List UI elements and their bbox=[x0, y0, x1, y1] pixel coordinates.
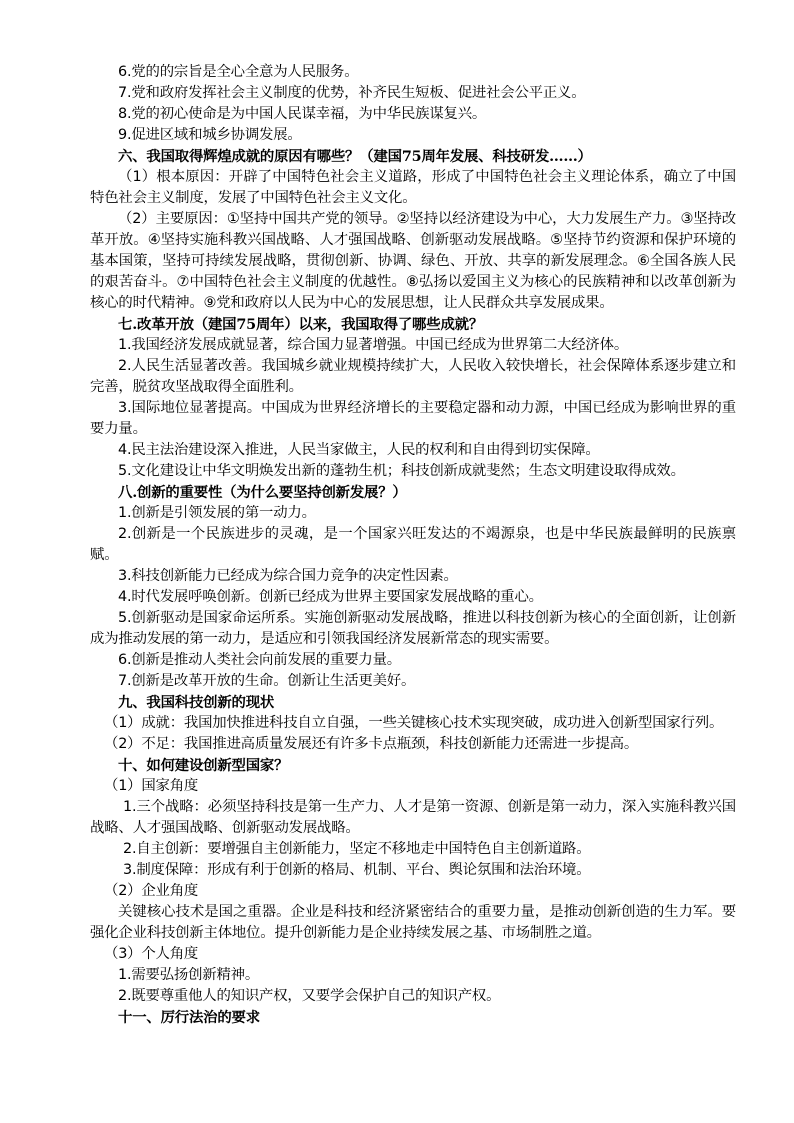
section-heading-ten: 十、如何建设创新型国家？ bbox=[118, 757, 289, 774]
list-item: 8.党的初心使命是为中国人民谋幸福，为中华民族谋复兴。 bbox=[118, 106, 487, 122]
list-item: 5.文化建设让中华文明焕发出新的蓬勃生机；科技创新成就斐然；生态文明建设取得成效。 bbox=[118, 463, 685, 479]
list-item: 1.需要弘扬创新精神。 bbox=[118, 967, 260, 983]
list-item: 1.创新是引领发展的第一动力。 bbox=[118, 505, 316, 521]
paragraph-root-cause: （1）根本原因：开辟了中国特色社会主义道路，形成了中国特色社会主义理论体系，确立了中国特色社会主义制度，发展了中国特色社会主义文化。 bbox=[90, 169, 736, 206]
subheading-enterprise: （2）企业角度 bbox=[104, 883, 199, 899]
list-item: 6.党的的宗旨是全心全意为人民服务。 bbox=[118, 64, 359, 80]
list-item: 5.创新驱动是国家命运所系。实施创新驱动发展战略，推进以科技创新为核心的全面创新，让创新成为推动发展的第一动力，是适应和引领我国经济发展新常态的现实需要。 bbox=[90, 610, 736, 647]
document-page bbox=[90, 62, 736, 1028]
list-item: 6.创新是推动人类社会向前发展的重要力量。 bbox=[118, 652, 401, 668]
section-heading-eight: 八.创新的重要性（为什么要坚持创新发展？） bbox=[118, 484, 407, 501]
list-item: 3.科技创新能力已经成为综合国力竞争的决定性因素。 bbox=[118, 568, 458, 584]
list-item: 7.创新是改革开放的生命。创新让生活更美好。 bbox=[118, 673, 416, 689]
list-item: 2.既要尊重他人的知识产权，又要学会保护自己的知识产权。 bbox=[118, 988, 501, 1004]
list-item: 2.自主创新：要增强自主创新能力，坚定不移地走中国特色自主创新道路。 bbox=[123, 841, 591, 857]
list-item: 3.国际地位显著提高。中国成为世界经济增长的主要稳定器和动力源，中国已经成为影响世界的重要力量。 bbox=[90, 400, 736, 437]
paragraph-enterprise: 关键核心技术是国之重器。企业是科技和经济紧密结合的重要力量，是推动创新创造的生力军。要强化企业科技创新主体地位。提升创新能力是企业持续发展之基、市场制胜之道。 bbox=[90, 904, 736, 941]
list-item: 2.创新是一个民族进步的灵魂，是一个国家兴旺发达的不竭源泉，也是中华民族最鲜明的民族禀赋。 bbox=[90, 526, 736, 563]
subheading-individual: （3）个人角度 bbox=[104, 946, 199, 962]
paragraph-shortcoming: （2）不足：我国推进高质量发展还有许多卡点瓶颈，科技创新能力还需进一步提高。 bbox=[104, 736, 639, 752]
section-heading-nine: 九、我国科技创新的现状 bbox=[118, 694, 275, 711]
subheading-national: （1）国家角度 bbox=[104, 778, 199, 794]
list-item: 9.促进区域和城乡协调发展。 bbox=[118, 127, 302, 143]
list-item: 1.我国经济发展成就显著，综合国力显著增强。中国已经成为世界第二大经济体。 bbox=[118, 337, 629, 353]
section-heading-eleven: 十一、厉行法治的要求 bbox=[118, 1009, 260, 1026]
paragraph-achievement: （1）成就：我国加快推进科技自立自强，一些关键核心技术实现突破，成功进入创新型国家行列。 bbox=[104, 715, 724, 731]
section-heading-six: 六、我国取得辉煌成就的原因有哪些？（建国75周年发展、科技研发……） bbox=[118, 148, 592, 165]
paragraph-main-causes: （2）主要原因：①坚持中国共产党的领导。②坚持以经济建设为中心，大力发展生产力。③坚持改革开放。④坚持实施科教兴国战略、人才强国战略、创新驱动发展战略。⑤坚持节约资源和保护环境的基本国策，坚持可持续发展战略，贯彻创新、协调、绿色、开放、共享的新发展理念。⑥全国各族人民的艰苦奋斗。⑦中国特色社会主义制度的优越性。⑧弘扬以爱国主义为核心的民族精神和以改革创新为核心的时代精神。⑨党和政府以人民为中心的发展思想，让人民群众共享发展成果。 bbox=[90, 211, 736, 311]
list-item: 3.制度保障：形成有利于创新的格局、机制、平台、舆论氛围和法治环境。 bbox=[123, 862, 591, 878]
list-item: 1.三个战略：必须坚持科技是第一生产力、人才是第一资源、创新是第一动力，深入实施科教兴国战略、人才强国战略、创新驱动发展战略。 bbox=[90, 799, 736, 836]
section-heading-seven: 七.改革开放（建国75周年）以来，我国取得了哪些成就？ bbox=[118, 316, 484, 333]
list-item: 2.人民生活显著改善。我国城乡就业规模持续扩大，人民收入较快增长，社会保障体系逐步建立和完善，脱贫攻坚战取得全面胜利。 bbox=[90, 358, 736, 395]
list-item: 4.时代发展呼唤创新。创新已经成为世界主要国家发展战略的重心。 bbox=[118, 589, 543, 605]
list-item: 7.党和政府发挥社会主义制度的优势，补齐民生短板、促进社会公平正义。 bbox=[118, 85, 586, 101]
list-item: 4.民主法治建设深入推进，人民当家做主，人民的权利和自由得到切实保障。 bbox=[118, 442, 600, 458]
